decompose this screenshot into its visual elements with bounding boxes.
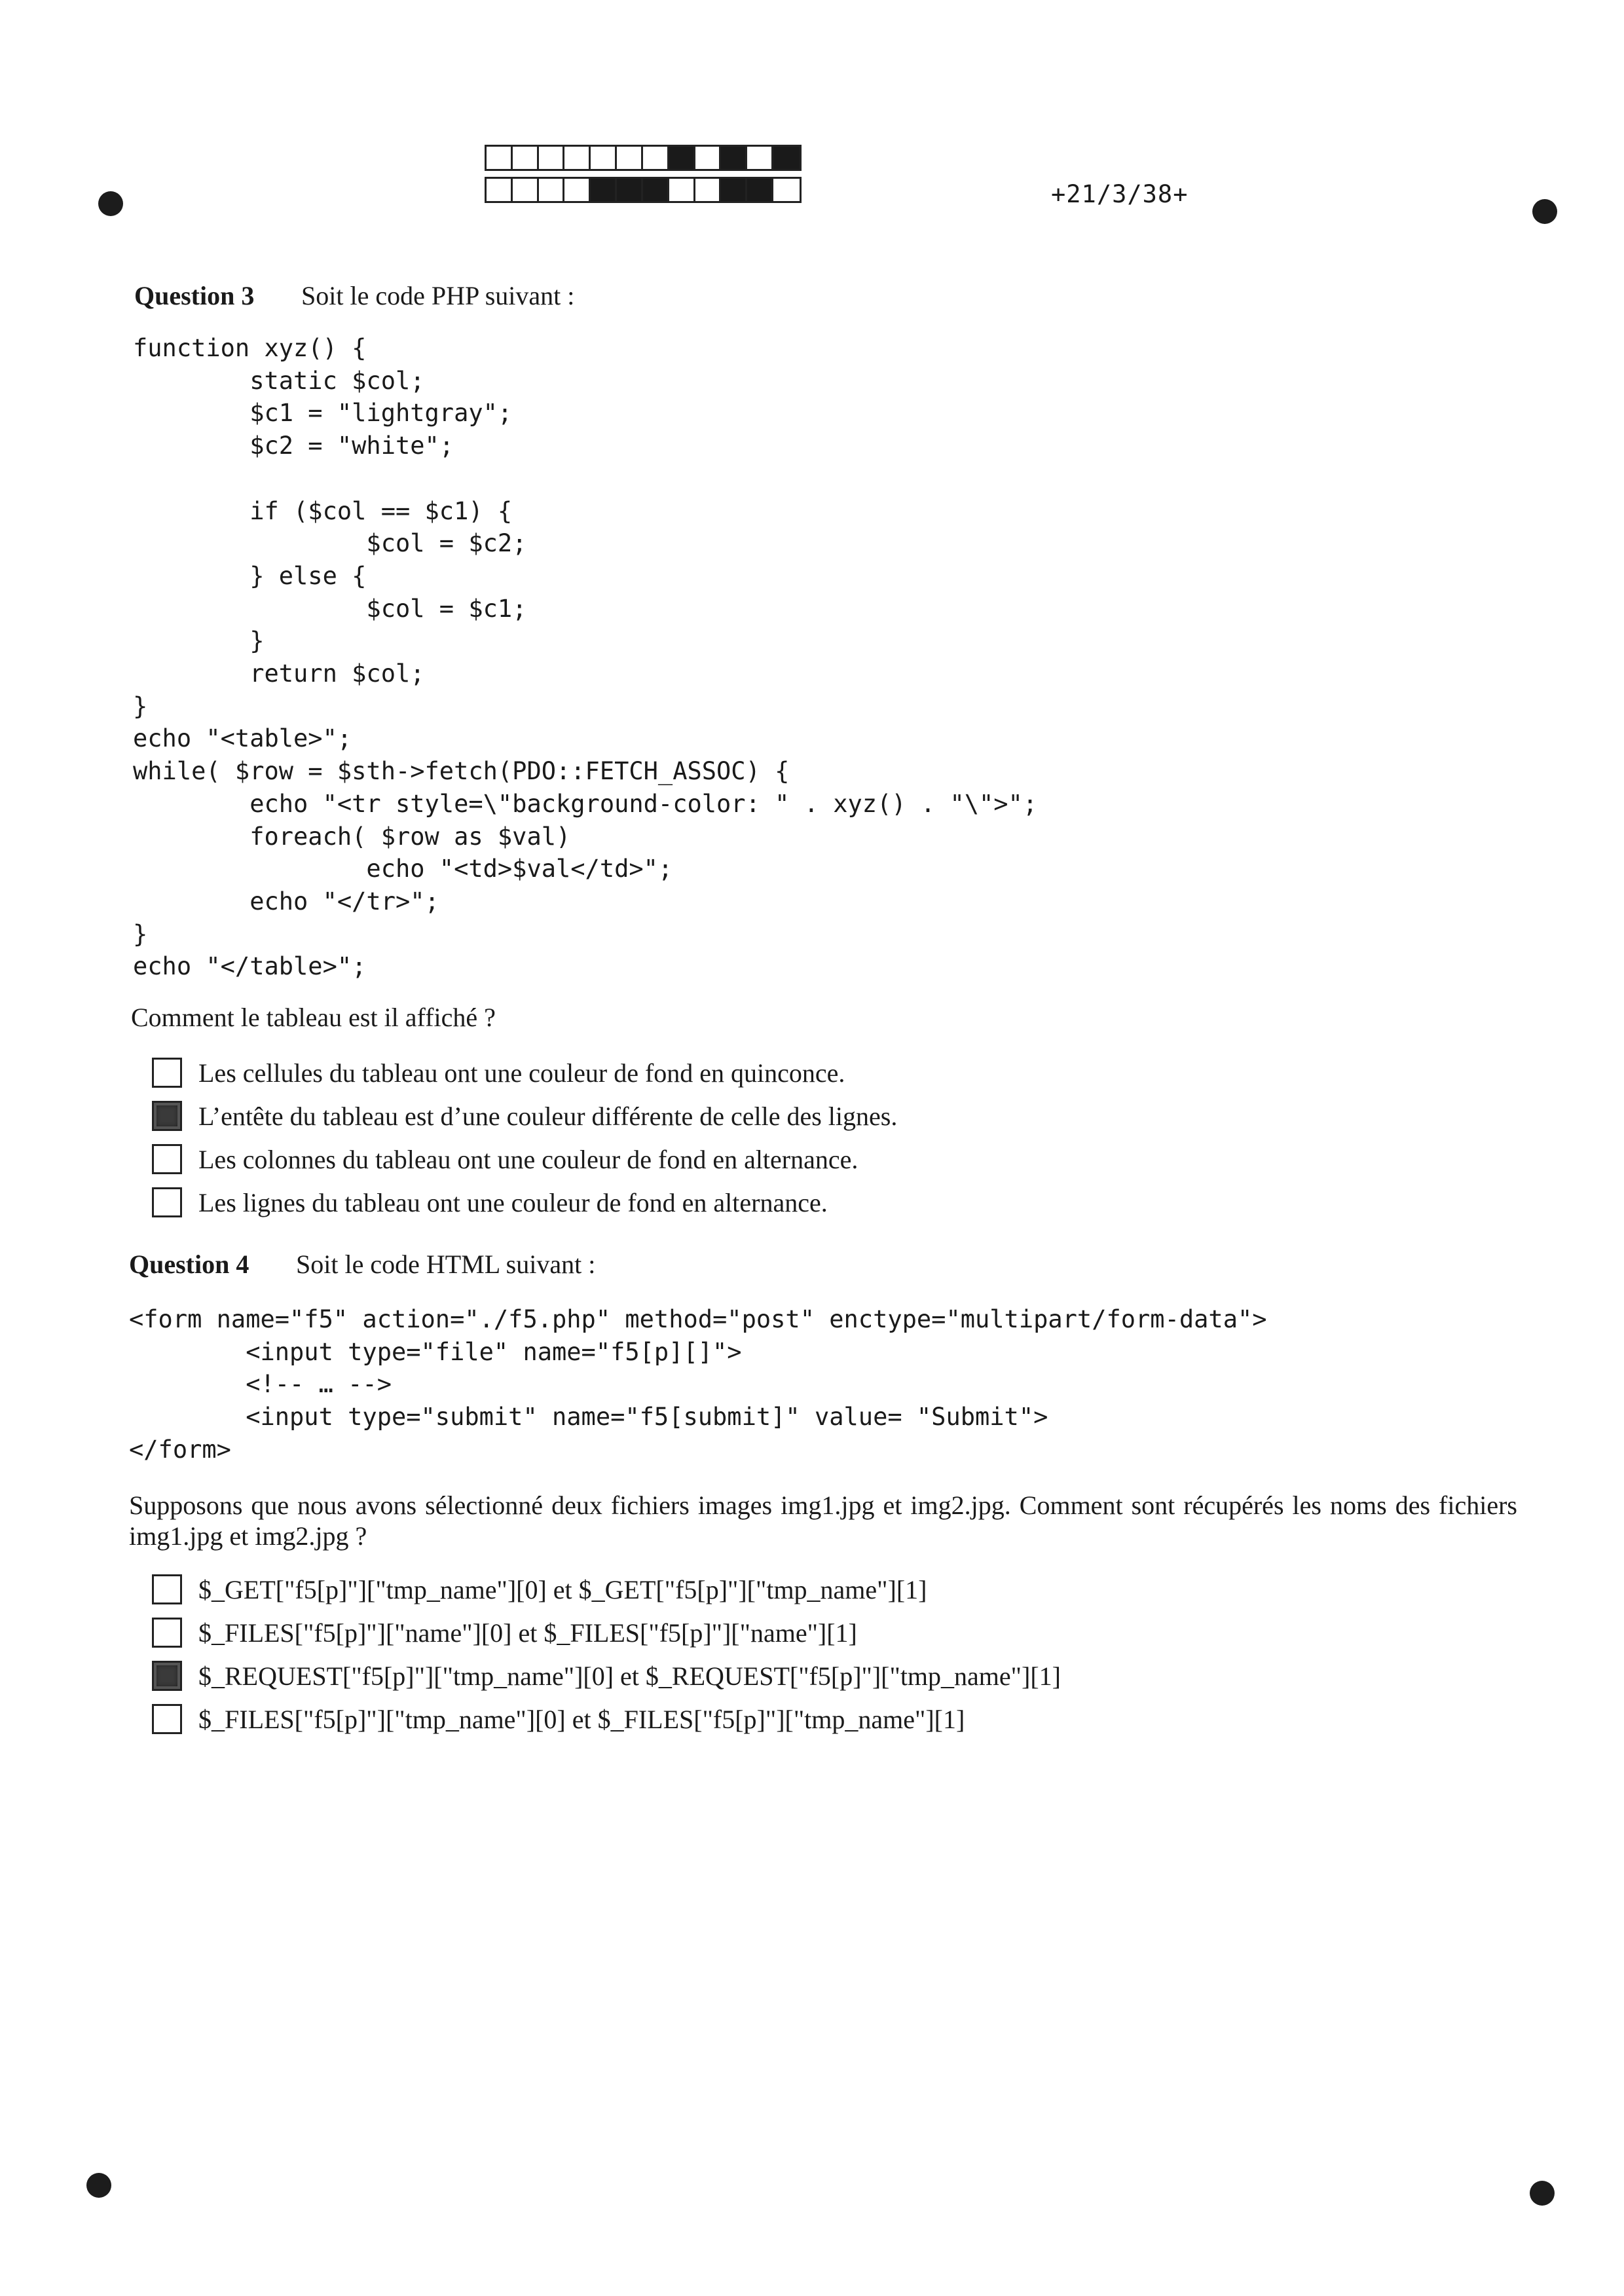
q4-choice[interactable]	[152, 1611, 1061, 1654]
barcode-cell	[539, 179, 565, 201]
empty-checkbox[interactable]	[152, 1058, 182, 1088]
barcode-cell	[773, 179, 800, 201]
question-4-label: Question 4	[129, 1250, 249, 1279]
choice-label: Les cellules du tableau ont une couleur de fond en quinconce.	[198, 1058, 845, 1088]
q3-choice[interactable]	[152, 1051, 897, 1094]
barcode-cell	[643, 147, 669, 169]
choice-label: $_FILES["f5[p]"]["tmp_name"][0] et $_FILES["f5[p]"]["tmp_name"][1]	[198, 1704, 965, 1734]
question-3-prompt: Comment le tableau est il affiché ?	[131, 1003, 496, 1032]
barcode-cell	[487, 147, 513, 169]
registration-mark-top-left	[98, 191, 123, 216]
barcode-cell	[721, 147, 747, 169]
question-4-prompt: Supposons que nous avons sélectionné deux fichiers images img1.jpg et img2.jpg. Comment sont récupérés les noms des fichiers img1.jpg et img2.jpg ?	[129, 1491, 1517, 1551]
barcode-cell	[669, 147, 695, 169]
barcode-cell	[747, 147, 773, 169]
q3-choice[interactable]	[152, 1138, 897, 1181]
barcode-cell	[695, 147, 722, 169]
barcode-cell	[617, 179, 643, 201]
barcode-cell	[591, 179, 617, 201]
barcode-cell	[643, 179, 669, 201]
barcode-cell	[617, 147, 643, 169]
empty-checkbox[interactable]	[152, 1144, 182, 1174]
question-3-label: Question 3	[134, 281, 255, 310]
choice-label: L’entête du tableau est d’une couleur différente de celle des lignes.	[198, 1101, 898, 1131]
question-4-choices	[152, 1568, 1061, 1741]
empty-checkbox[interactable]	[152, 1618, 182, 1648]
q4-choice[interactable]	[152, 1568, 1061, 1611]
page-barcode-top	[485, 145, 802, 171]
question-3-intro: Soit le code PHP suivant :	[301, 281, 575, 310]
checked-checkbox[interactable]	[152, 1661, 182, 1691]
barcode-cell	[721, 179, 747, 201]
choice-label: $_REQUEST["f5[p]"]["tmp_name"][0] et $_REQUEST["f5[p]"]["tmp_name"][1]	[198, 1661, 1061, 1691]
question-3-choices	[152, 1051, 897, 1224]
barcode-cell	[513, 179, 539, 201]
barcode-cell	[669, 179, 695, 201]
choice-label: $_FILES["f5[p]"]["name"][0] et $_FILES["f5[p]"]["name"][1]	[198, 1618, 857, 1648]
q3-choice[interactable]	[152, 1094, 897, 1138]
q3-choice[interactable]	[152, 1181, 897, 1224]
question-4-heading	[129, 1249, 595, 1280]
barcode-cell	[487, 179, 513, 201]
empty-checkbox[interactable]	[152, 1704, 182, 1734]
q4-choice[interactable]	[152, 1697, 1061, 1741]
checked-checkbox[interactable]	[152, 1101, 182, 1131]
question-3-heading	[134, 280, 574, 311]
barcode-cell	[564, 179, 591, 201]
barcode-cell	[564, 147, 591, 169]
empty-checkbox[interactable]	[152, 1187, 182, 1217]
empty-checkbox[interactable]	[152, 1574, 182, 1604]
registration-mark-top-right	[1532, 199, 1557, 224]
page-identifier: +21/3/38+	[1051, 180, 1189, 208]
question-3-php-code: function xyz() { static $col; $c1 = "lightgray"; $c2 = "white"; if ($col == $c1) { $col = $c2; } else { $col = $c1; } return $col; } echo "<table>"; while( $row = $sth->fetch(PDO::FETCH_ASSOC) { echo "<tr style=\"background-color: " . xyz() . "\">"; foreach( $row as $val) echo "<td>$val</td>"; echo "</tr>"; } echo "</table>";	[133, 334, 1038, 981]
question-4-intro: Soit le code HTML suivant :	[296, 1250, 596, 1279]
registration-mark-bottom-left	[86, 2173, 111, 2198]
choice-label: Les colonnes du tableau ont une couleur de fond en alternance.	[198, 1144, 858, 1174]
barcode-cell	[747, 179, 773, 201]
barcode-cell	[695, 179, 722, 201]
barcode-cell	[773, 147, 800, 169]
registration-mark-bottom-right	[1530, 2181, 1555, 2206]
barcode-cell	[591, 147, 617, 169]
choice-label: $_GET["f5[p]"]["tmp_name"][0] et $_GET["f5[p]"]["tmp_name"][1]	[198, 1574, 927, 1604]
choice-label: Les lignes du tableau ont une couleur de fond en alternance.	[198, 1187, 828, 1217]
barcode-cell	[513, 147, 539, 169]
question-4-html-code: <form name="f5" action="./f5.php" method="post" enctype="multipart/form-data"> <input type="file" name="f5[p][]"> <!-- … --> <input type="submit" name="f5[submit]" value= "Submit"> </form>	[129, 1305, 1267, 1464]
page-barcode-bottom	[485, 177, 802, 203]
q4-choice[interactable]	[152, 1654, 1061, 1697]
barcode-cell	[539, 147, 565, 169]
